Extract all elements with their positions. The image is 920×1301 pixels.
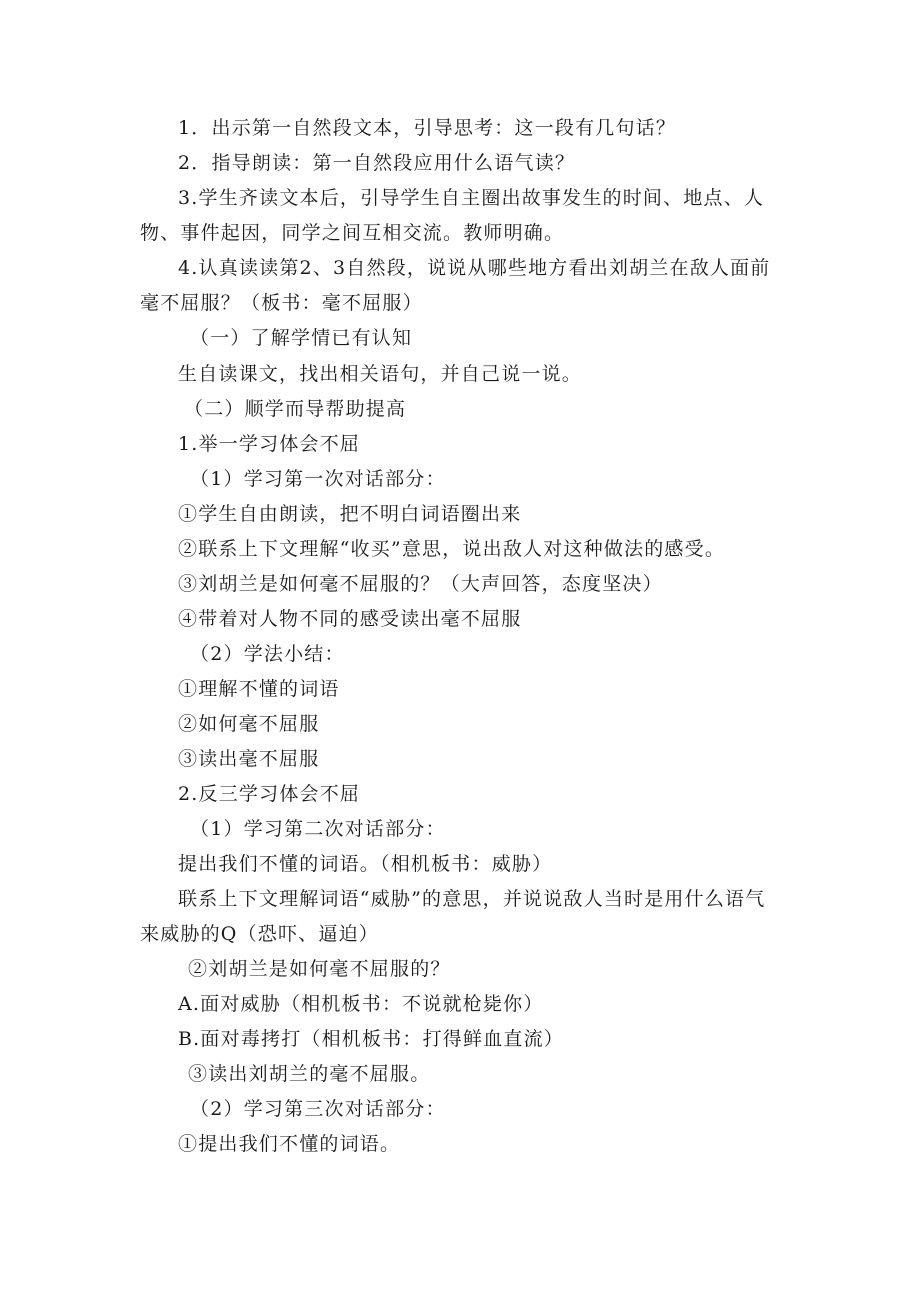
text-line: 4.认真读读第2、3自然段，说说从哪些地方看出刘胡兰在敌人面前 — [178, 257, 771, 279]
text-line: 提出我们不懂的词语。（相机板书：威胁） — [178, 853, 553, 875]
list-item: ④带着对人物不同的感受读出毫不屈服 — [178, 608, 522, 630]
list-item: ③读出刘胡兰的毫不屈服。 — [188, 1063, 431, 1085]
text-line: 来威胁的Q（恐吓、逼迫） — [140, 923, 379, 945]
text-line: 物、事件起因，同学之间互相交流。教师明确。 — [140, 222, 565, 244]
list-item: B.面对毒拷打（相机板书：打得鲜血直流） — [178, 1028, 565, 1050]
list-item: ①理解不懂的词语 — [178, 678, 340, 700]
subsection-heading: （2）学法小结： — [190, 643, 345, 665]
subsection-heading: （1）学习第二次对话部分： — [190, 818, 446, 840]
section-heading: （一）了解学情已有认知 — [190, 327, 413, 349]
text-line: 毫不屈服？（板书：毫不屈服） — [140, 292, 423, 314]
text-line: 1．出示第一自然段文本，引导思考：这一段有几句话？ — [178, 117, 677, 139]
text-line: 3.学生齐读文本后，引导学生自主圈出故事发生的时间、地点、人 — [178, 187, 765, 209]
subsection-heading: 2.反三学习体会不屈 — [178, 783, 361, 805]
list-item: ③刘胡兰是如何毫不屈服的？（大声回答，态度坚决） — [178, 573, 663, 595]
subsection-heading: （2）学习第三次对话部分： — [190, 1098, 446, 1120]
text-line: 2．指导朗读：第一自然段应用什么语气读？ — [178, 152, 576, 174]
list-item: A.面对威胁（相机板书：不说就枪毙你） — [178, 993, 544, 1015]
text-line: 生自读课文，找出相关语句，并自己说一说。 — [178, 363, 583, 385]
list-item: ①学生自由朗读，把不明白词语圈出来 — [178, 503, 522, 525]
list-item: ②联系上下文理解“收买”意思，说出敌人对这种做法的感受。 — [178, 538, 726, 560]
list-item: ③读出毫不屈服 — [178, 748, 320, 770]
list-item: ②刘胡兰是如何毫不屈服的？ — [188, 958, 451, 980]
subsection-heading: （1）学习第一次对话部分： — [190, 468, 446, 490]
section-heading: （二）顺学而导帮助提高 — [184, 398, 407, 420]
list-item: ②如何毫不屈服 — [178, 713, 320, 735]
subsection-heading: 1.举一学习体会不屈 — [178, 433, 361, 455]
list-item: ①提出我们不懂的词语。 — [178, 1133, 401, 1155]
text-line: 联系上下文理解词语“威胁”的意思，并说说敌人当时是用什么语气 — [178, 888, 766, 910]
